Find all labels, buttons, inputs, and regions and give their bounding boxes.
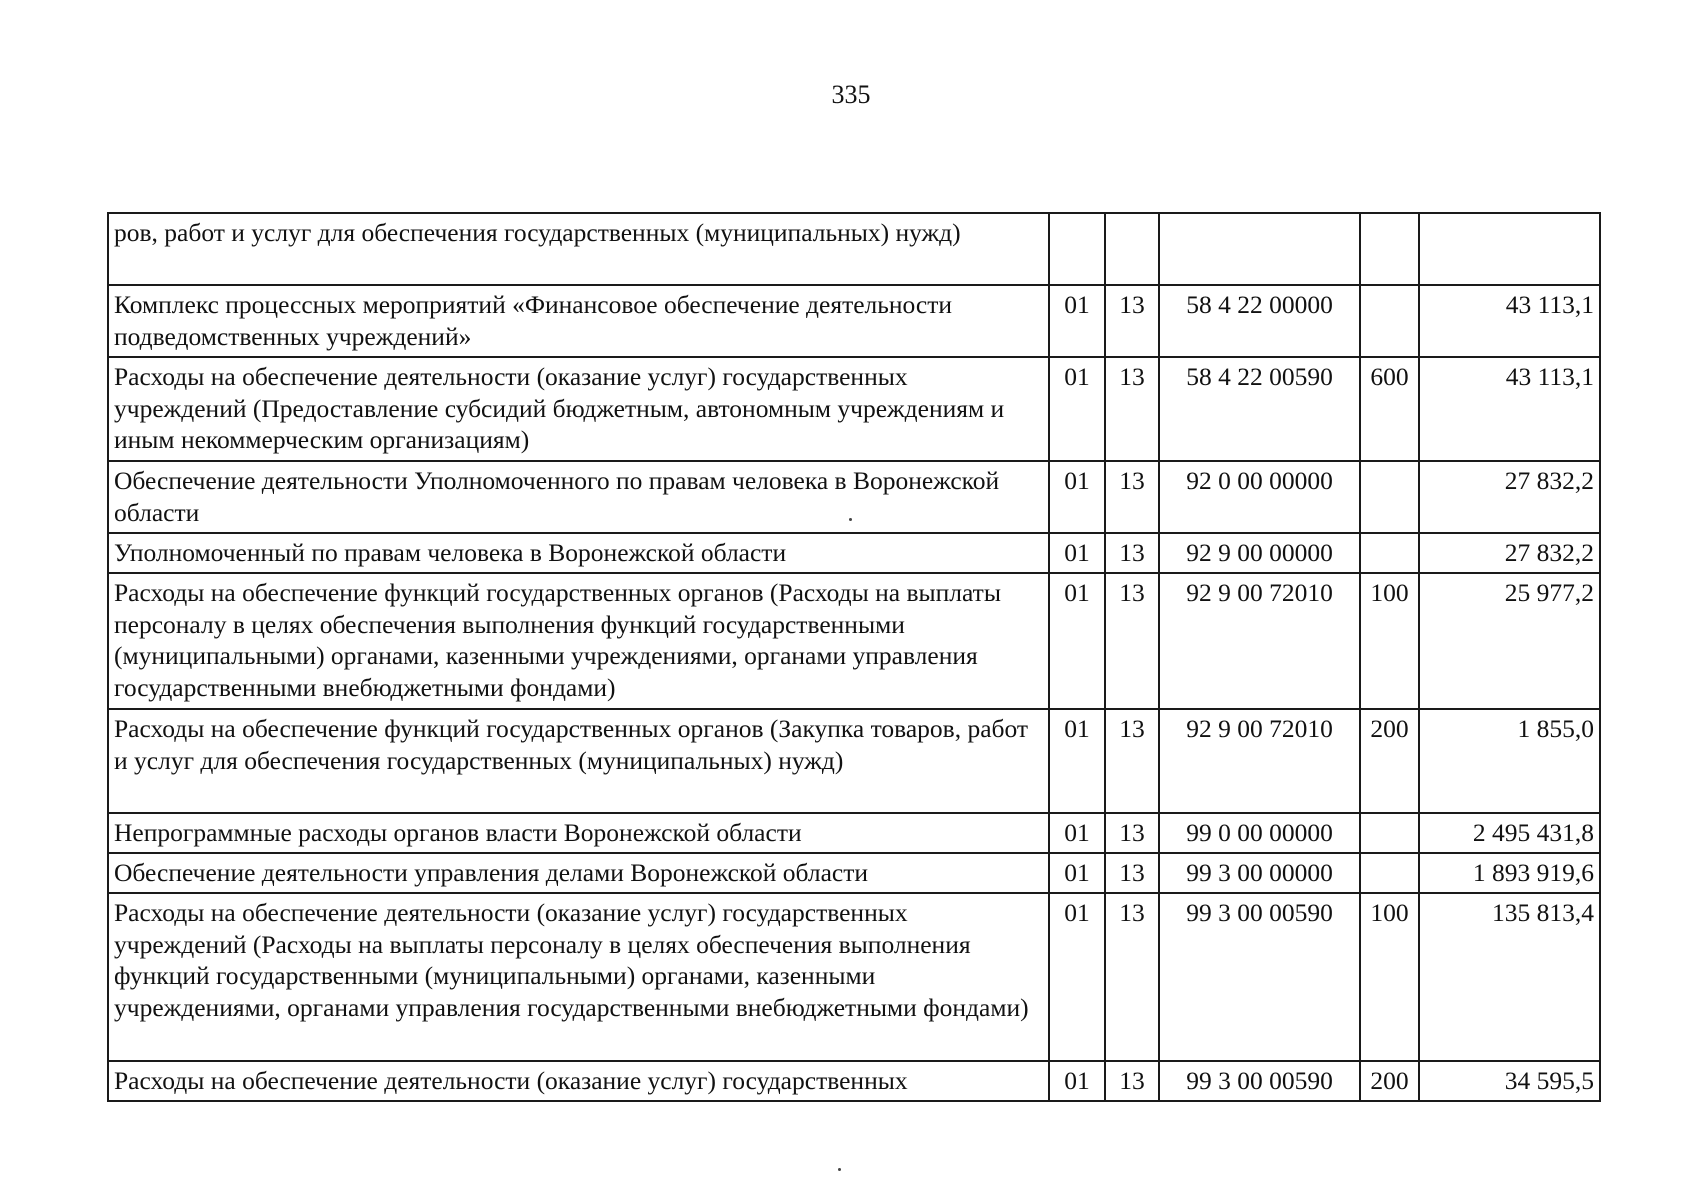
row-expense-type: 600 (1360, 357, 1419, 461)
row-expense-type (1360, 285, 1419, 357)
table-row (108, 357, 1600, 461)
row-amount: 43 113,1 (1419, 285, 1600, 357)
budget-expenditure-table (107, 212, 1601, 1102)
row-target-article: 99 3 00 00590 (1159, 1061, 1360, 1101)
row-amount: 43 113,1 (1419, 357, 1600, 461)
row-name: Расходы на обеспечение функций государственных органов (Закупка товаров, работ и услуг для обеспечения государственных (муниципальных) нужд) (108, 709, 1049, 813)
scan-speck (849, 518, 852, 521)
row-name: ров, работ и услуг для обеспечения государственных (муниципальных) нужд) (108, 213, 1049, 285)
row-target-article: 58 4 22 00000 (1159, 285, 1360, 357)
row-amount: 27 832,2 (1419, 461, 1600, 533)
row-section: 01 (1049, 285, 1105, 357)
row-amount: 25 977,2 (1419, 573, 1600, 709)
row-expense-type (1360, 813, 1419, 853)
row-target-article (1159, 213, 1360, 285)
row-name: Комплекс процессных мероприятий «Финансовое обеспечение деятельности подведомственных учреждений» (108, 285, 1049, 357)
row-section: 01 (1049, 573, 1105, 709)
row-subsection: 13 (1105, 573, 1159, 709)
row-expense-type: 100 (1360, 573, 1419, 709)
table-row (108, 461, 1600, 533)
row-target-article: 58 4 22 00590 (1159, 357, 1360, 461)
row-amount: 135 813,4 (1419, 893, 1600, 1061)
row-section: 01 (1049, 893, 1105, 1061)
row-target-article: 92 9 00 72010 (1159, 709, 1360, 813)
row-expense-type: 200 (1360, 709, 1419, 813)
row-name: Расходы на обеспечение функций государственных органов (Расходы на выплаты персоналу в целях обеспечения выполнения функций государственными (муниципальными) органами, казенными учреждениями, органами управления государственными внебюджетными фондами) (108, 573, 1049, 709)
page-number: 335 (831, 80, 871, 109)
table-row (108, 213, 1600, 285)
row-amount: 2 495 431,8 (1419, 813, 1600, 853)
row-subsection (1105, 213, 1159, 285)
row-name: Расходы на обеспечение деятельности (оказание услуг) государственных учреждений (Расходы на выплаты персоналу в целях обеспечения выполнения функций государственными (муниципальными) органами, казенными учреждениями, органами управления государственными внебюджетными фондами) (108, 893, 1049, 1061)
row-target-article: 92 9 00 00000 (1159, 533, 1360, 573)
row-subsection: 13 (1105, 285, 1159, 357)
row-section: 01 (1049, 461, 1105, 533)
row-section: 01 (1049, 853, 1105, 893)
scan-speck (838, 1168, 841, 1171)
row-amount (1419, 213, 1600, 285)
table-row (108, 893, 1600, 1061)
row-subsection: 13 (1105, 709, 1159, 813)
row-section: 01 (1049, 1061, 1105, 1101)
row-section: 01 (1049, 357, 1105, 461)
row-expense-type (1360, 853, 1419, 893)
row-amount: 1 893 919,6 (1419, 853, 1600, 893)
row-target-article: 99 0 00 00000 (1159, 813, 1360, 853)
row-expense-type (1360, 461, 1419, 533)
table-row (108, 813, 1600, 853)
table-row (108, 533, 1600, 573)
table-row (108, 285, 1600, 357)
table-row (108, 709, 1600, 813)
row-section: 01 (1049, 813, 1105, 853)
row-amount: 1 855,0 (1419, 709, 1600, 813)
row-subsection: 13 (1105, 461, 1159, 533)
row-subsection: 13 (1105, 1061, 1159, 1101)
row-name: Расходы на обеспечение деятельности (оказание услуг) государственных учреждений (Предоставление субсидий бюджетным, автономным учреждениям и иным некоммерческим организациям) (108, 357, 1049, 461)
row-subsection: 13 (1105, 853, 1159, 893)
row-subsection: 13 (1105, 813, 1159, 853)
row-expense-type (1360, 213, 1419, 285)
row-target-article: 92 0 00 00000 (1159, 461, 1360, 533)
table-row (108, 1061, 1600, 1101)
table-row (108, 853, 1600, 893)
row-expense-type: 200 (1360, 1061, 1419, 1101)
row-subsection: 13 (1105, 357, 1159, 461)
row-section: 01 (1049, 533, 1105, 573)
row-expense-type: 100 (1360, 893, 1419, 1061)
table-row (108, 573, 1600, 709)
row-target-article: 99 3 00 00000 (1159, 853, 1360, 893)
row-subsection: 13 (1105, 893, 1159, 1061)
row-subsection: 13 (1105, 533, 1159, 573)
row-target-article: 99 3 00 00590 (1159, 893, 1360, 1061)
row-name: Расходы на обеспечение деятельности (оказание услуг) государственных (108, 1061, 1049, 1101)
row-name: Обеспечение деятельности управления делами Воронежской области (108, 853, 1049, 893)
row-section (1049, 213, 1105, 285)
row-amount: 34 595,5 (1419, 1061, 1600, 1101)
row-name: Уполномоченный по правам человека в Воронежской области (108, 533, 1049, 573)
row-name: Непрограммные расходы органов власти Воронежской области (108, 813, 1049, 853)
row-target-article: 92 9 00 72010 (1159, 573, 1360, 709)
row-name: Обеспечение деятельности Уполномоченного по правам человека в Воронежской области (108, 461, 1049, 533)
row-expense-type (1360, 533, 1419, 573)
row-amount: 27 832,2 (1419, 533, 1600, 573)
row-section: 01 (1049, 709, 1105, 813)
